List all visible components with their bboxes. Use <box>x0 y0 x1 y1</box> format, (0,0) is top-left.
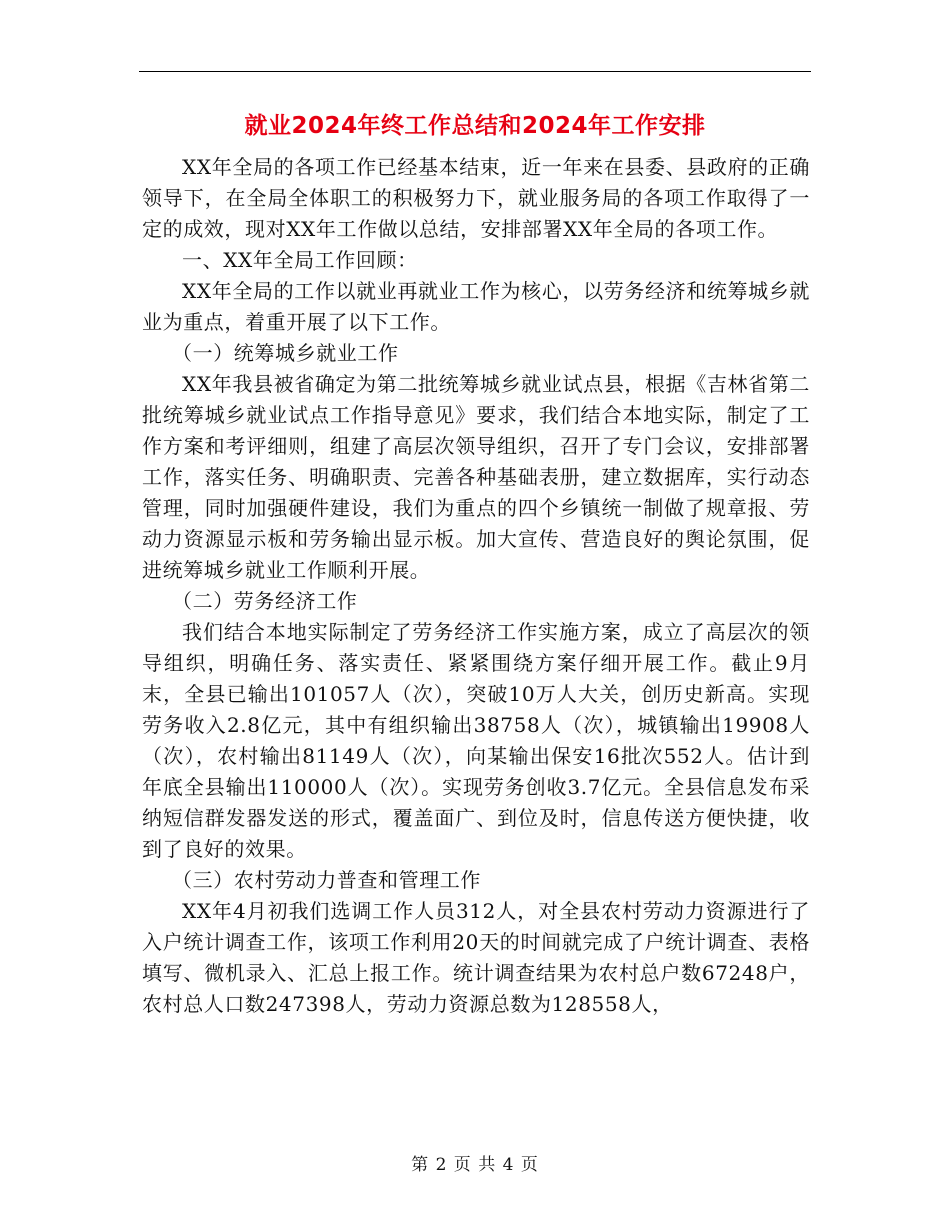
paragraph-labor-economy: 我们结合本地实际制定了劳务经济工作实施方案，成立了高层次的领导组织，明确任务、落实责任、紧紧围绕方案仔细开展工作。截止9月末，全县已输出101057人（次），突破10万人大关，创历史新高。实现劳务收入2.8亿元，其中有组织输出38758人（次），城镇输出19908人（次），农村输出81149人（次），向某输出保安16批次552人。估计到年底全县输出110000人（次）。实现劳务创收3.7亿元。全县信息发布采纳短信群发器发送的形式，覆盖面广、到位及时，信息传送方便快捷，收到了良好的效果。 <box>142 620 810 861</box>
paragraph-intro: XX年全局的各项工作已经基本结束，近一年来在县委、县政府的正确领导下，在全局全体职工的积极努力下，就业服务局的各项工作取得了一定的成效，现对XX年工作做以总结，安排部署XX年全局的各项工作。 <box>142 155 810 241</box>
document-body <box>142 152 810 1020</box>
section-heading-review: 一、XX年全局工作回顾： <box>182 248 418 272</box>
subheading-urban-rural: （一）统筹城乡就业工作 <box>172 341 399 365</box>
page-number-footer: 第 2 页 共 4 页 <box>411 1155 539 1175</box>
paragraph-urban-rural: XX年我县被省确定为第二批统筹城乡就业试点县，根据《吉林省第二批统筹城乡就业试点工作指导意见》要求，我们结合本地实际，制定了工作方案和考评细则，组建了高层次领导组织，召开了专门会议，安排部署工作，落实任务、明确职责、完善各种基础表册，建立数据库，实行动态管理，同时加强硬件建设，我们为重点的四个乡镇统一制做了规章报、劳动力资源显示板和劳务输出显示板。加大宣传、营造良好的舆论氛围，促进统筹城乡就业工作顺利开展。 <box>142 372 810 582</box>
document-title: 就业2024年终工作总结和2024年工作安排 <box>244 113 706 139</box>
header-rule <box>139 71 811 72</box>
subheading-labor-economy: （二）劳务经济工作 <box>172 589 358 613</box>
subheading-labor-census: （三）农村劳动力普查和管理工作 <box>172 868 481 892</box>
paragraph-labor-census: XX年4月初我们选调工作人员312人，对全县农村劳动力资源进行了入户统计调查工作，该项工作利用20天的时间就完成了户统计调查、表格填写、微机录入、汇总上报工作。统计调查结果为农村总户数67248户，农村总人口数247398人，劳动力资源总数为128558人， <box>142 899 810 1016</box>
paragraph-overview: XX年全局的工作以就业再就业工作为核心，以劳务经济和统筹城乡就业为重点，着重开展了以下工作。 <box>142 279 810 334</box>
